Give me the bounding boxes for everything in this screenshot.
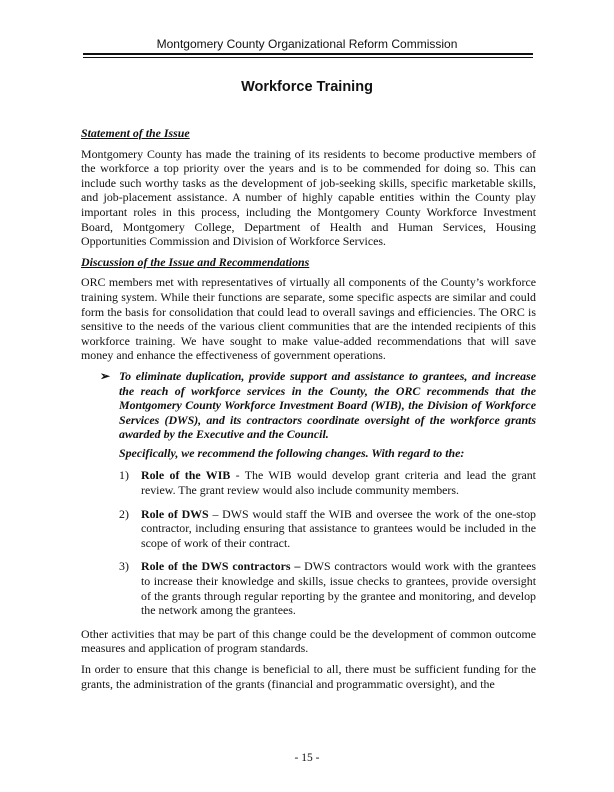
role-label: Role of the WIB — [141, 468, 231, 483]
recommendation-block — [100, 368, 536, 442]
page-title: Workforce Training — [241, 79, 373, 95]
arrow-bullet-icon: ➢ — [100, 368, 111, 383]
closing-paragraph-2: In order to ensure that this change is beneficial to all, there must be sufficient funding for the grants, the administration of the grants (financial and programmatic oversight), and the — [81, 662, 536, 691]
document-body — [81, 126, 536, 697]
list-number: 3) — [119, 559, 129, 574]
list-number: 1) — [119, 468, 129, 483]
role-separator: - — [230, 468, 245, 483]
changes-list — [81, 468, 536, 617]
recommendation-text: To eliminate duplication, provide support and assistance to grantees, and increase the reach of workforce services in the County, the ORC recommends that the Montgomery County Workforce Investment Board (WIB), the Division of Workforce Services (DWS), and its contractors coordinate oversight of the workforce grants awarded by the Executive and the Council. — [119, 368, 536, 442]
header-rule-thick — [83, 53, 533, 55]
discussion-paragraph: ORC members met with representatives of virtually all components of the County’s workforce training system. While their functions are separate, some specific aspects are similar and could form the basis for consolidation that could lead to overall savings and efficiencies. The ORC is sensitive to the needs of the various client communities that are the intended recipients of this workforce training. We have sought to make value-added recommendations that will save money and enhance the effectiveness of government operations. — [81, 275, 536, 363]
role-separator: – — [208, 506, 223, 521]
role-text: DWS would staff the WIB and oversee the work of the one-stop contractor, including ensuring that assistance to grantees would be included in the scope of work of their contract. — [141, 506, 537, 550]
discussion-heading: Discussion of the Issue and Recommendations — [81, 254, 310, 269]
role-text: The WIB would develop grant criteria and lead the grant review. The grant review would also include community members. — [141, 468, 536, 498]
role-label: Role of the DWS contractors – — [141, 559, 301, 574]
recommendation-intro: Specifically, we recommend the following changes. With regard to the: — [119, 445, 465, 460]
page-number: - 15 - — [294, 752, 320, 764]
statement-paragraph: Montgomery County has made the training of its residents to become productive members of the workforce a top priority over the years and is to be commended for doing so. This can include such worthy tasks as the development of job-seeking skills, specific marketable skills, and job-placement assistance. A number of highly capable entities within the County play important roles in this process, including the Montgomery County Workforce Investment Board, Montgomery College, Department of Health and Human Services, Housing Opportunities Commission and Division of Workforce Services. — [81, 146, 536, 249]
role-text: DWS contractors would work with the grantees to increase their knowledge and skills, issue checks to grantees, provide oversight of the grants through regular reporting by the grantee and monitoring, and develop the network among the grantees. — [141, 559, 536, 618]
list-number: 2) — [119, 506, 129, 521]
running-header: Montgomery County Organizational Reform Commission — [156, 37, 458, 51]
closing-paragraph-1: Other activities that may be part of this change could be the development of common outcome measures and application of program standards. — [81, 626, 536, 656]
list-item — [119, 559, 536, 618]
list-item — [119, 506, 537, 551]
list-item — [119, 468, 536, 498]
header-rule-thin — [83, 57, 533, 58]
statement-heading: Statement of the Issue — [81, 126, 190, 140]
role-label: Role of DWS — [141, 506, 209, 521]
